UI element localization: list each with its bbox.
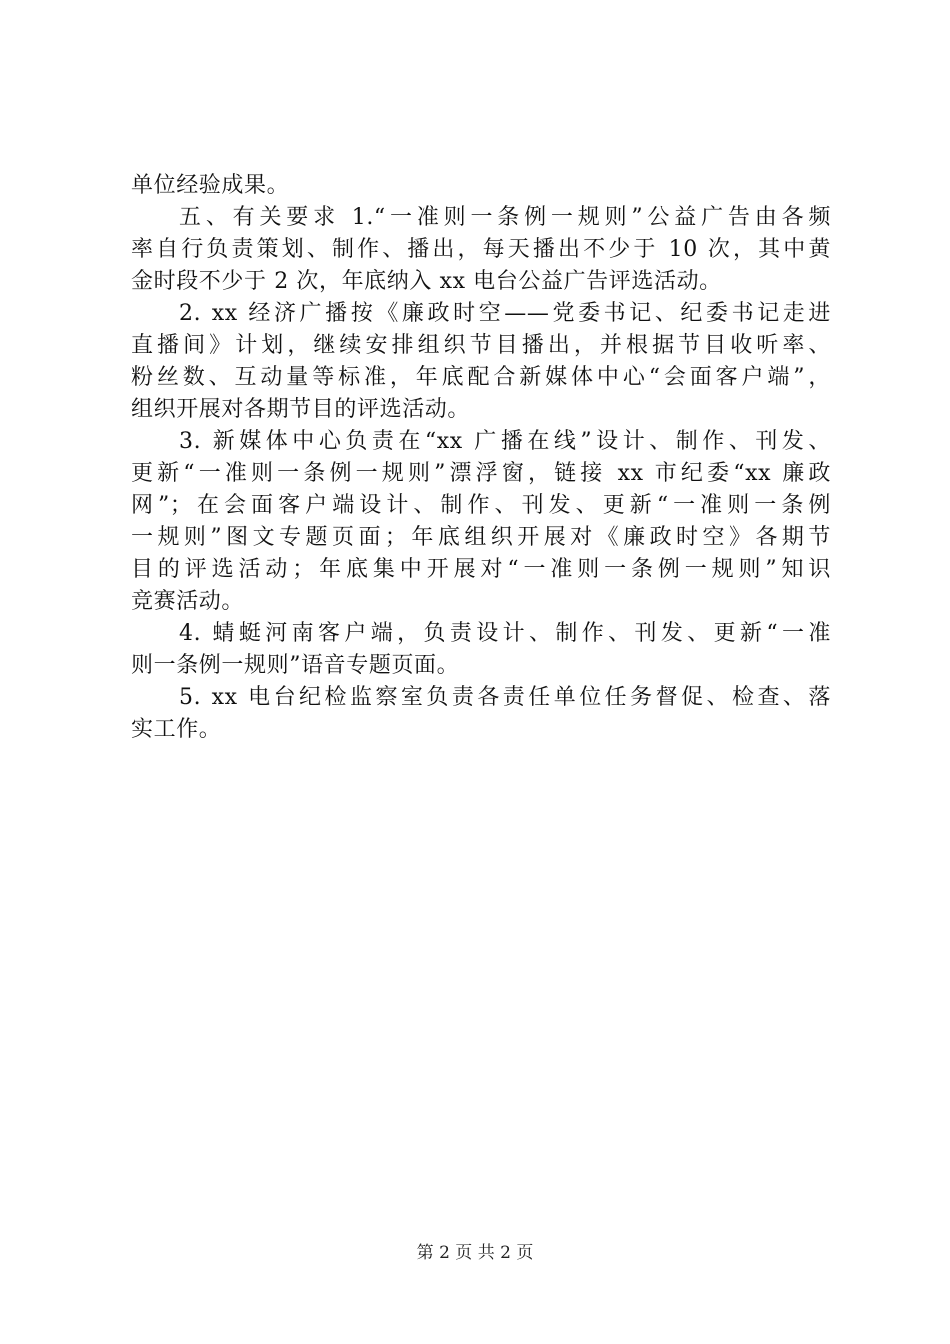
- text-line: 目的评选活动；年底集中开展对“一准则一条例一规则”知识: [131, 557, 831, 582]
- text-line: 金时段不少于 2 次，年底纳入 xx 电台公益广告评选活动。: [131, 269, 722, 294]
- text-line: 单位经验成果。: [131, 173, 290, 198]
- page-number-footer: 第 2 页 共 2 页: [416, 1243, 534, 1263]
- document-body: [131, 170, 831, 746]
- text-line: 则一条例一规则”语音专题页面。: [131, 653, 460, 678]
- text-line: 一规则”图文专题页面；年底组织开展对《廉政时空》各期节: [131, 525, 831, 550]
- text-line: 3. 新媒体中心负责在“xx 广播在线”设计、制作、刊发、: [179, 429, 831, 454]
- text-line: 4. 蜻蜓河南客户端，负责设计、制作、刊发、更新“一准: [179, 621, 831, 646]
- text-line: 网”；在会面客户端设计、制作、刊发、更新“一准则一条例: [131, 493, 831, 518]
- text-line: 率自行负责策划、制作、播出，每天播出不少于 10 次，其中黄: [131, 237, 831, 262]
- text-line: 实工作。: [131, 717, 222, 742]
- text-line: 组织开展对各期节目的评选活动。: [131, 397, 471, 422]
- text-line: 竞赛活动。: [131, 589, 245, 614]
- text-line: 粉丝数、互动量等标准，年底配合新媒体中心“会面客户端”，: [131, 365, 831, 390]
- text-line: 5. xx 电台纪检监察室负责各责任单位任务督促、检查、落: [179, 685, 831, 710]
- text-line: 五、有关要求 1.“一准则一条例一规则”公益广告由各频: [179, 205, 831, 230]
- text-line: 更新“一准则一条例一规则”漂浮窗，链接 xx 市纪委“xx 廉政: [131, 461, 831, 486]
- text-line: 2. xx 经济广播按《廉政时空——党委书记、纪委书记走进: [179, 301, 831, 326]
- text-line: 直播间》计划，继续安排组织节目播出，并根据节目收听率、: [131, 333, 831, 358]
